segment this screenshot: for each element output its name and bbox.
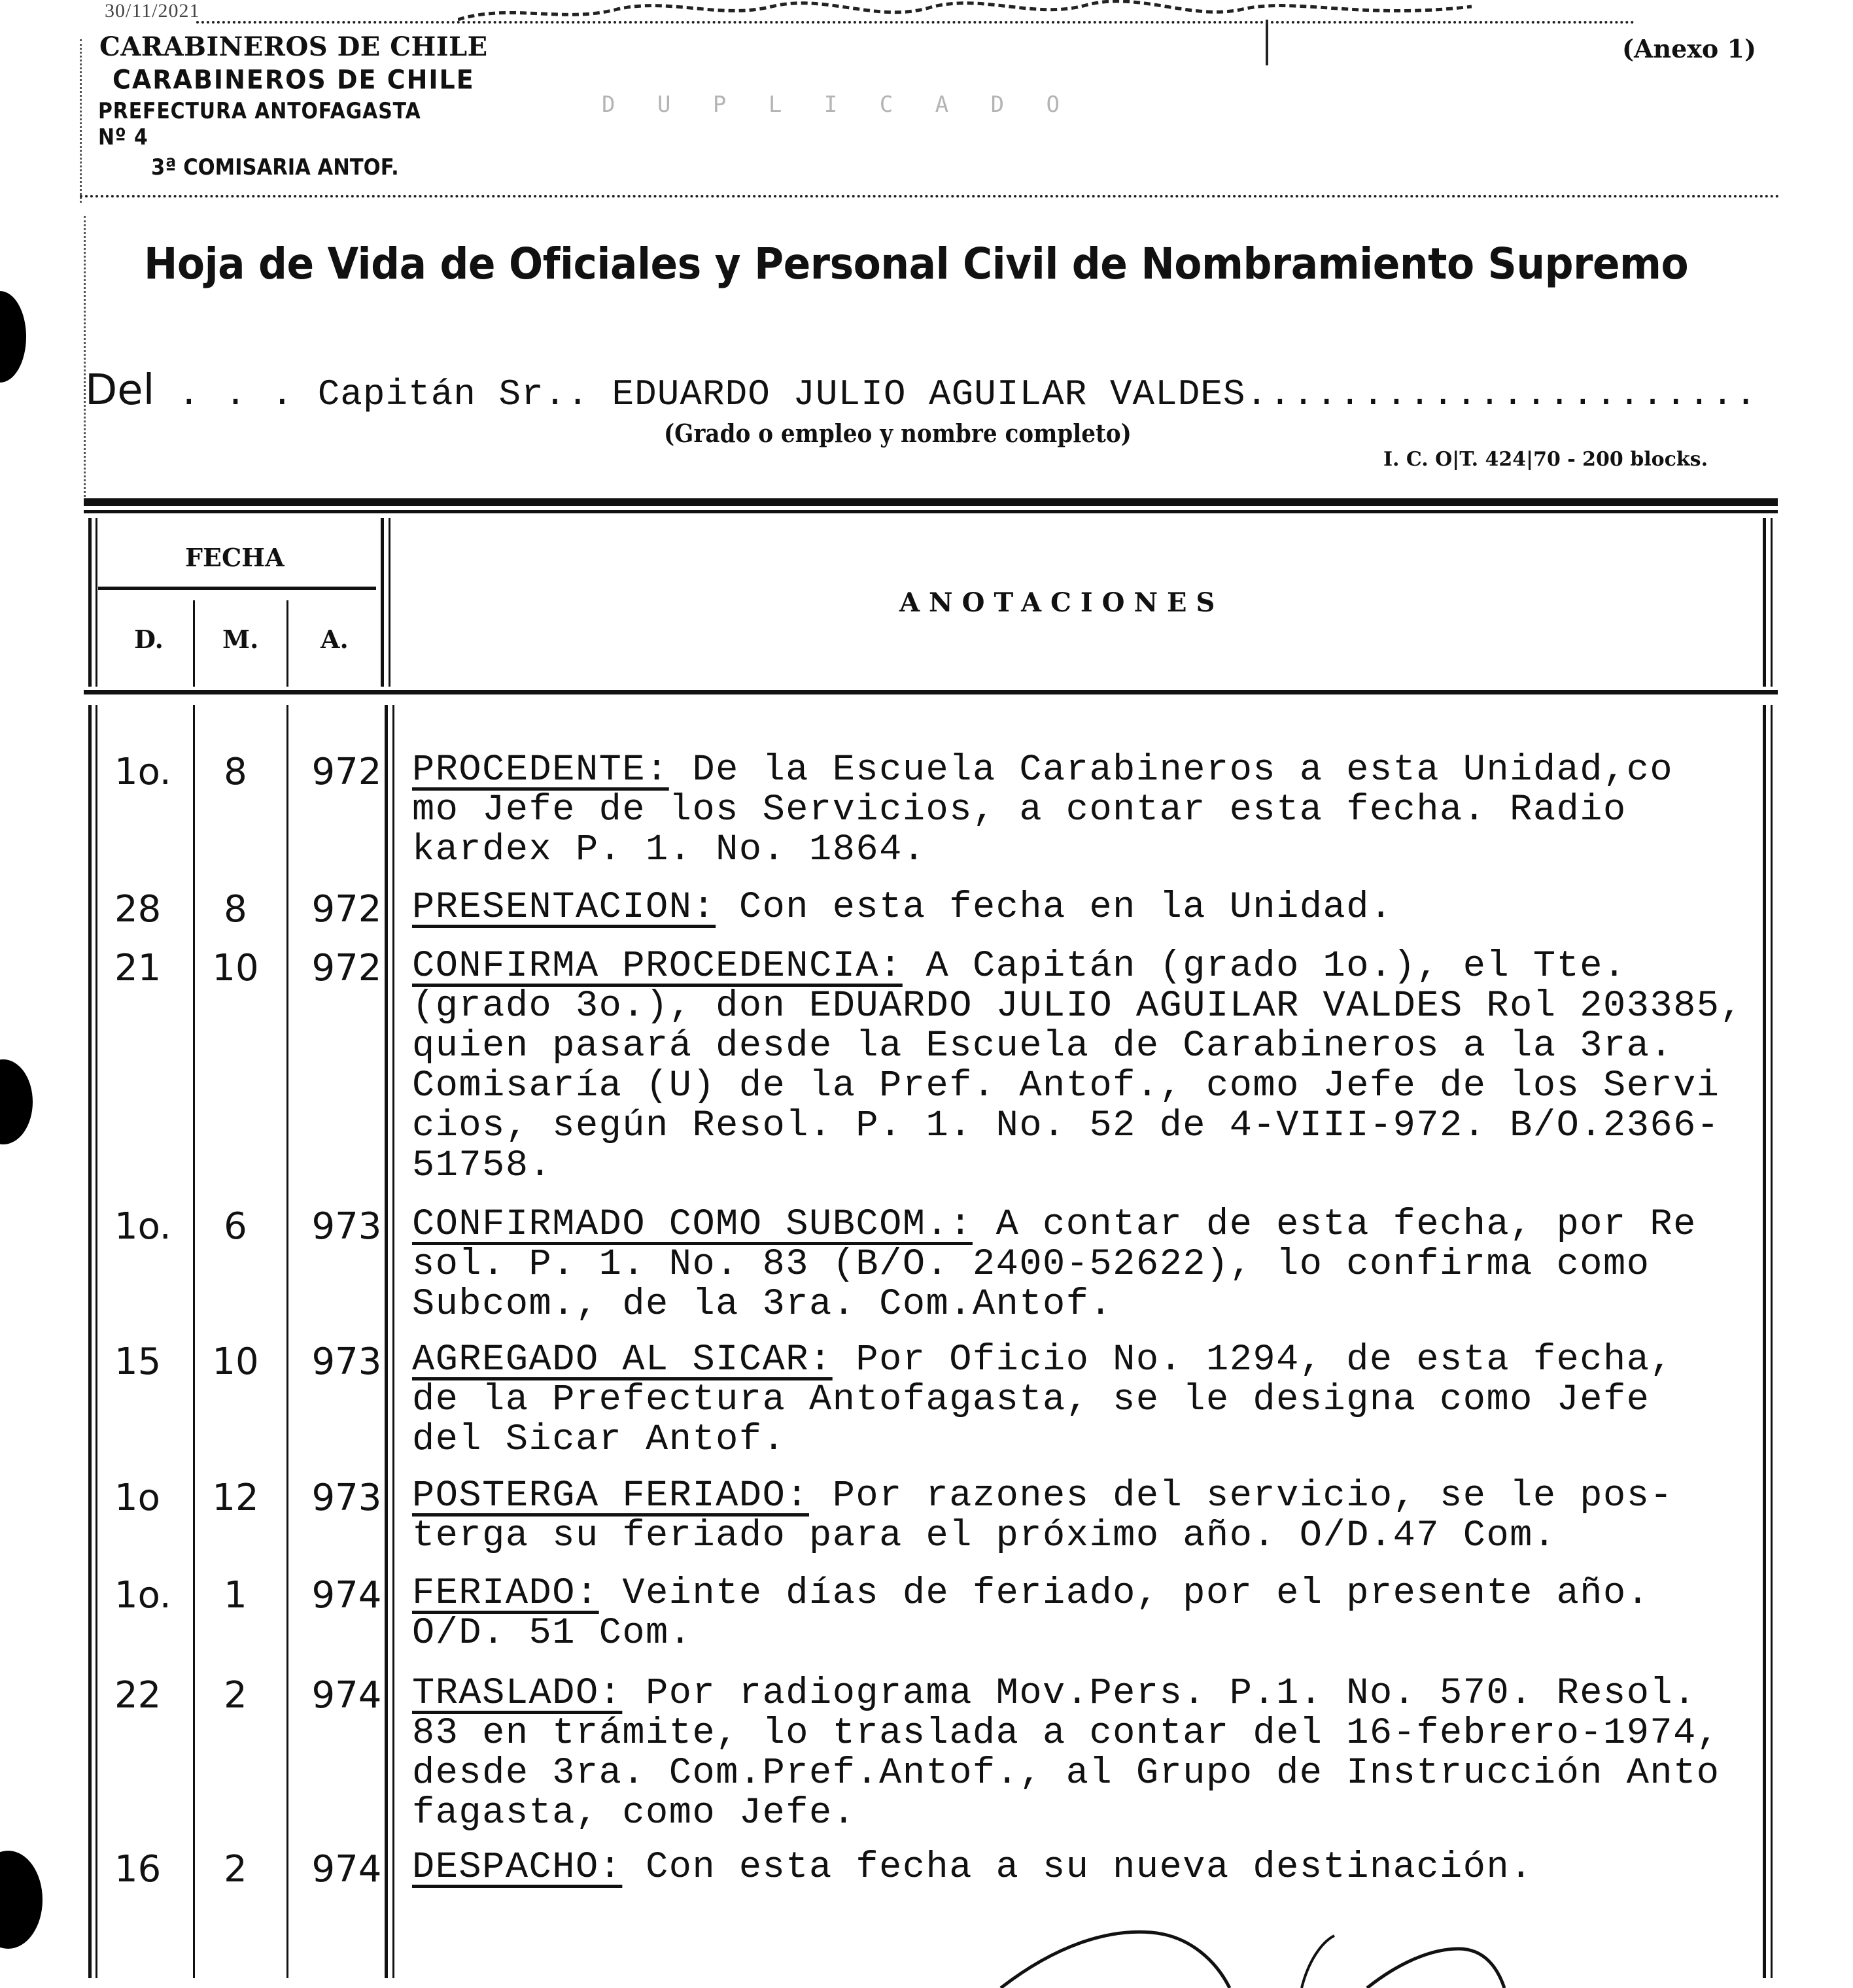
entry-year: 974 bbox=[311, 1674, 382, 1717]
entry-day: 1o bbox=[114, 1477, 160, 1519]
entry-day: 21 bbox=[114, 947, 162, 989]
entry-text: Por razones del servicio, se le pos- terga su feriado para el próximo año. O/D.47 Com. bbox=[412, 1475, 1674, 1557]
officer-name-field: Capitán Sr.. EDUARDO JULIO AGUILAR VALDES bbox=[317, 373, 1246, 415]
fecha-divider bbox=[98, 587, 376, 590]
header-day: D. bbox=[134, 625, 164, 654]
entry-day: 15 bbox=[114, 1341, 162, 1383]
entry-month: 10 bbox=[212, 947, 259, 989]
entry-month: 10 bbox=[212, 1341, 259, 1383]
form-title: Hoja de Vida de Oficiales y Personal Civil de Nombramiento Supremo bbox=[144, 239, 1689, 289]
entry-text: Con esta fecha a su nueva destinación. bbox=[622, 1847, 1533, 1889]
entry-day: 28 bbox=[114, 888, 162, 931]
entry-label: POSTERGA FERIADO: bbox=[412, 1475, 809, 1517]
entry-year: 973 bbox=[311, 1341, 382, 1383]
table-left-border bbox=[88, 518, 92, 687]
stamp-line-3: 3ª COMISARIA ANTOF. bbox=[151, 154, 399, 180]
signature bbox=[916, 1923, 1831, 1988]
entry-text: A Capitán (grado 1o.), el Tte. (grado 3o.), don EDUARDO JULIO AGUILAR VALDES Rol 203385, quien pasará desde la Escuela de Carabineros a la 3ra. Comisaría (U) de la Pref. Antof., como Jefe de los Servi cios, según Resol. P. 1. No. 52 de 4-VIII-972. B/O.2366- 51758. bbox=[412, 946, 1744, 1187]
entry-year: 972 bbox=[311, 888, 382, 931]
entry-day: 1o. bbox=[114, 1574, 171, 1617]
name-field-caption: (Grado o empleo y nombre completo) bbox=[664, 419, 1132, 448]
header-annotations: ANOTACIONES bbox=[899, 587, 1224, 618]
binder-hole bbox=[0, 1851, 43, 1949]
entry-annotation bbox=[412, 1205, 1779, 1325]
table-right-border bbox=[1763, 518, 1766, 687]
table-left-border-inner bbox=[95, 518, 97, 687]
entry-month: 8 bbox=[224, 888, 247, 931]
organization-header: CARABINEROS DE CHILE bbox=[99, 31, 488, 62]
unit-stamp bbox=[98, 65, 504, 180]
table-right-border-inner bbox=[1771, 518, 1773, 687]
entry-year: 972 bbox=[311, 947, 382, 989]
month-year-divider bbox=[286, 600, 288, 687]
entry-month: 6 bbox=[224, 1205, 247, 1248]
entry-label: PRESENTACION: bbox=[412, 887, 716, 929]
entry-year: 973 bbox=[311, 1477, 382, 1519]
del-label: Del bbox=[85, 366, 155, 415]
month-year-divider-body bbox=[286, 705, 288, 1978]
entry-label: DESPACHO: bbox=[412, 1847, 623, 1889]
entry-text: De la Escuela Carabineros a esta Unidad,co mo Jefe de los Servicios, a contar esta fecha. Radio kardex P. 1. No. 1864. bbox=[412, 749, 1674, 871]
entry-label: CONFIRMA PROCEDENCIA: bbox=[412, 946, 903, 987]
del-leader: . . . bbox=[154, 373, 318, 415]
entry-day: 22 bbox=[114, 1674, 162, 1717]
entry-year: 974 bbox=[311, 1848, 382, 1891]
binder-hole bbox=[0, 1059, 33, 1144]
stamp-line-2: PREFECTURA ANTOFAGASTA Nº 4 bbox=[98, 98, 421, 150]
table-top-rule bbox=[84, 498, 1778, 506]
header-fecha: FECHA bbox=[185, 543, 285, 572]
entry-month: 8 bbox=[224, 751, 247, 793]
entry-annotation bbox=[412, 1574, 1779, 1654]
del-trailing-dots: ...................... bbox=[1245, 373, 1758, 415]
officer-line bbox=[85, 366, 1786, 415]
fecha-annotations-border bbox=[381, 518, 384, 687]
fecha-annotations-border-inner bbox=[389, 518, 390, 687]
handwriting-stroke bbox=[1266, 20, 1268, 65]
stamp-line-1: CARABINEROS DE CHILE bbox=[113, 64, 475, 95]
entry-month: 2 bbox=[224, 1848, 247, 1891]
header-year: A. bbox=[320, 625, 349, 654]
entry-day: 16 bbox=[114, 1848, 162, 1891]
entry-annotation bbox=[412, 751, 1779, 870]
header-bottom-rule bbox=[84, 690, 1778, 694]
entry-label: TRASLADO: bbox=[412, 1673, 623, 1715]
day-month-divider-body bbox=[193, 705, 195, 1978]
entry-day: 1o. bbox=[114, 1205, 171, 1248]
entry-text: Por Oficio No. 1294, de esta fecha, de la Prefectura Antofagasta, se le designa como Jefe del Sicar Antof. bbox=[412, 1339, 1674, 1461]
entry-annotation bbox=[412, 1341, 1779, 1460]
entry-month: 1 bbox=[224, 1574, 247, 1617]
entry-year: 974 bbox=[311, 1574, 382, 1617]
entry-label: CONFIRMADO COMO SUBCOM.: bbox=[412, 1204, 973, 1246]
fecha-annotations-border-body-inner bbox=[392, 705, 394, 1978]
entry-annotation bbox=[412, 888, 1779, 928]
entry-text: Por radiograma Mov.Pers. P.1. No. 570. Resol. 83 en trámite, lo traslada a contar del 16-febrero-1974, desde 3ra. Com.Pref.Antof., al Grupo de Instrucción Anto fagasta, como Jefe. bbox=[412, 1673, 1720, 1834]
entry-year: 973 bbox=[311, 1205, 382, 1248]
entry-annotation bbox=[412, 1848, 1779, 1888]
left-margin-dotted-line bbox=[84, 216, 86, 497]
header-month: M. bbox=[222, 625, 259, 654]
table-top-rule-thin bbox=[84, 510, 1778, 513]
day-month-divider bbox=[193, 600, 195, 687]
entry-month: 2 bbox=[224, 1674, 247, 1717]
entry-annotation bbox=[412, 1477, 1779, 1556]
header-dotted-rule bbox=[80, 195, 1780, 197]
form-code: I. C. O|T. 424|70 - 200 blocks. bbox=[1383, 448, 1708, 471]
entry-label: FERIADO: bbox=[412, 1573, 599, 1615]
entry-text: A contar de esta fecha, por Re sol. P. 1. No. 83 (B/O. 2400-52622), lo confirma como Subcom., de la 3ra. Com.Antof. bbox=[412, 1204, 1697, 1326]
table-left-border-body bbox=[88, 705, 92, 1978]
entry-label: PROCEDENTE: bbox=[412, 749, 669, 791]
top-dotted-rule bbox=[196, 21, 1635, 24]
entry-text: Con esta fecha en la Unidad. bbox=[716, 887, 1393, 929]
entry-annotation bbox=[412, 1674, 1779, 1834]
entry-month: 12 bbox=[212, 1477, 259, 1519]
scan-date: 30/11/2021 bbox=[105, 0, 200, 22]
entry-text: Veinte días de feriado, por el presente año. O/D. 51 Com. bbox=[412, 1573, 1650, 1654]
binder-hole bbox=[0, 291, 26, 383]
entry-label: AGREGADO AL SICAR: bbox=[412, 1339, 833, 1381]
entry-annotation bbox=[412, 947, 1779, 1186]
faint-stamp-text: D U P L I C A D O bbox=[602, 92, 1074, 118]
stamp-frame-left bbox=[80, 39, 82, 203]
entry-year: 972 bbox=[311, 751, 382, 793]
entry-day: 1o. bbox=[114, 751, 171, 793]
annex-label: (Anexo 1) bbox=[1622, 34, 1756, 63]
table-left-border-body-inner bbox=[95, 705, 97, 1978]
